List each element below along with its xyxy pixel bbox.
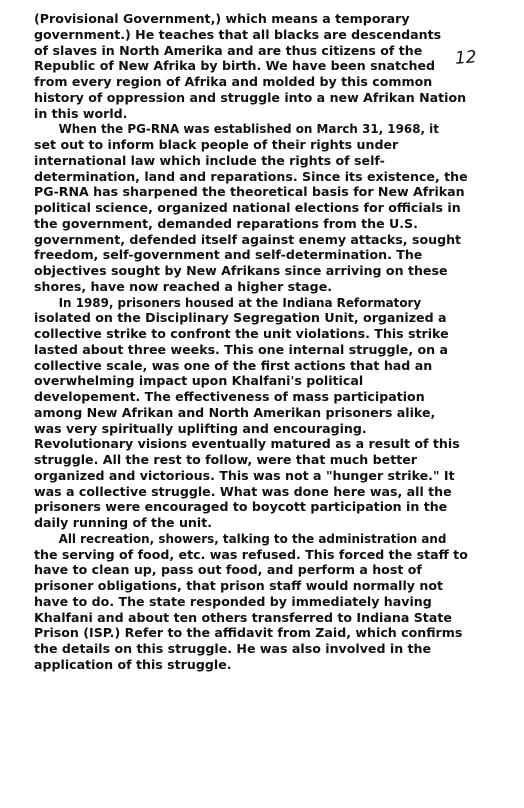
text-line: objectives sought by New Afrikans since arriving on these (34, 263, 448, 278)
text-line: Republic of New Afrika by birth. We have been snatched (34, 58, 436, 74)
paragraph-1 (34, 11, 484, 121)
text-line: the serving of food, etc. was refused. This forced the staff to (34, 546, 468, 562)
text-line: have to clean up, pass out food, and perform a host of (34, 562, 422, 578)
text-line: All recreation, showers, talking to the administration and (58, 530, 447, 546)
text-line: government.) He teaches that all blacks are descendants (34, 26, 442, 42)
text-line: developement. The effectiveness of mass participation (34, 389, 425, 404)
text-line: isolated on the Disciplinary Segregation Unit, organized a (34, 310, 447, 326)
handwritten-page-number: 12 (454, 47, 478, 69)
text-line: overwhelming impact upon Khalfani's political (34, 373, 364, 389)
text-line: shores, have now reached a higher stage. (34, 278, 333, 294)
text-line: have to do. The state responded by immediately having (34, 593, 432, 609)
text-line: international law which include the rights of self- (34, 152, 385, 168)
paragraph-2 (34, 121, 484, 294)
text-line: in this world. (34, 105, 128, 121)
text-line: (Provisional Government,) which means a temporary (34, 11, 410, 26)
text-line: Khalfani and about ten others transferred to Indiana State (34, 609, 452, 625)
text-line: In 1989, prisoners housed at the Indiana Reformatory (58, 294, 422, 310)
text-line: history of oppression and struggle into a new Afrikan Nation (34, 89, 467, 105)
text-line: prisoners were encouraged to boycott participation in the (34, 499, 448, 515)
text-line: government, defended itself against enemy attacks, sought (34, 231, 462, 247)
text-line: political science, organized national elections for officials in (34, 200, 461, 215)
text-line: collective scale, was one of the first actions that had an (34, 357, 433, 373)
text-line: from every region of Afrika and molded by this common (34, 74, 433, 89)
text-line: freedom, self-government and self-determination. The (34, 247, 423, 263)
text-line: was a collective struggle. What was done here was, all the (34, 483, 452, 499)
text-line: was very spiritually uplifting and encouraging. (34, 420, 367, 436)
text-line: collective strike to confront the unit violations. This strike (34, 326, 449, 341)
text-line: struggle. All the rest to follow, were that much better (34, 452, 418, 467)
text-line: application of this struggle. (34, 656, 232, 672)
text-line: When the PG-RNA was established on March 31, 1968, it (58, 121, 439, 137)
text-line: set out to inform black people of their rights under (34, 137, 399, 152)
text-line: the details on this struggle. He was also involved in the (34, 641, 432, 656)
text-line: among New Afrikan and North Amerikan prisoners alike, (34, 404, 436, 420)
text-line: organized and victorious. This was not a "hunger strike." It (34, 467, 455, 483)
paragraph-4 (34, 531, 484, 673)
text-line: lasted about three weeks. This one internal struggle, on a (34, 341, 448, 357)
text-line: daily running of the unit. (34, 515, 213, 530)
document-body (34, 11, 484, 673)
text-line: of slaves in North Amerika and are thus citizens of the (34, 42, 423, 58)
text-line: determination, land and reparations. Since its existence, the (34, 168, 468, 184)
text-line: prisoner obligations, that prison staff would normally not (34, 578, 444, 593)
text-line: the government, demanded reparations from the U.S. (34, 215, 418, 231)
text-line: Prison (ISP.) Refer to the affidavit from Zaid, which confirms (34, 625, 463, 641)
text-line: PG-RNA has sharpened the theoretical basis for New Afrikan (34, 184, 465, 200)
paragraph-3 (34, 295, 484, 531)
text-line: Revolutionary visions eventually matured as a result of this (34, 436, 460, 452)
